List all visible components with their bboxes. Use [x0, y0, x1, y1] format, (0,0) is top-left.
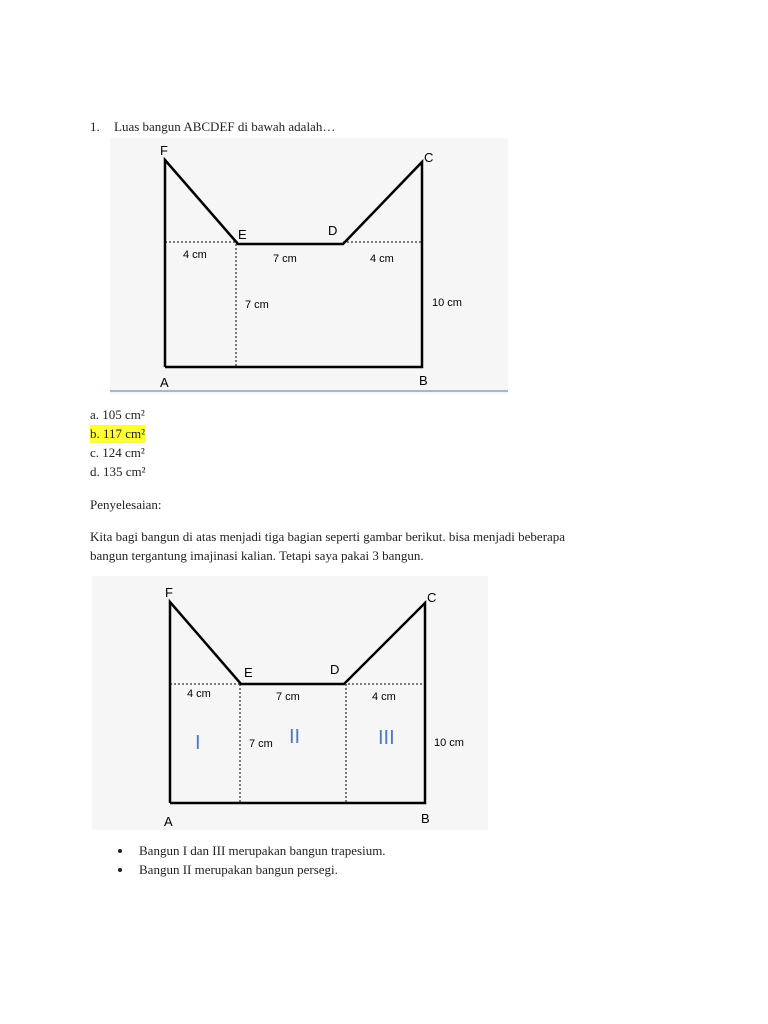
option-b: b. 117 cm²: [90, 426, 146, 441]
label-A: A: [160, 375, 169, 390]
dim-right-height: 10 cm: [432, 297, 462, 309]
option-d: d. 135 cm²: [90, 464, 146, 479]
figure-2: [92, 576, 488, 830]
solution-heading: Penyelesaian:: [90, 497, 162, 512]
region-label-two: II: [289, 726, 301, 748]
label-F-2: F: [165, 585, 173, 600]
question-text: Luas bangun ABCDEF di bawah adalah…: [114, 119, 336, 134]
option-a: a. 105 cm²: [90, 407, 145, 422]
label-D: D: [328, 223, 338, 238]
dim-middle-height-2: 7 cm: [249, 738, 273, 750]
label-B-2: B: [421, 811, 430, 826]
bullet-list: [114, 841, 674, 879]
region-label-one: I: [195, 732, 201, 754]
dim-left-top: 4 cm: [183, 249, 207, 261]
dim-middle-top: 7 cm: [273, 253, 297, 265]
dim-right-top-2: 4 cm: [372, 691, 396, 703]
figure-1: [110, 138, 508, 394]
list-item: Bangun II merupakan bangun persegi.: [114, 860, 674, 879]
list-item: Bangun I dan III merupakan bangun trapesium.: [114, 841, 674, 860]
solution-text-line2: bangun tergantung imajinasi kalian. Tetapi saya pakai 3 bangun.: [90, 548, 424, 563]
label-C-2: C: [427, 590, 437, 605]
label-A-2: A: [164, 814, 173, 829]
dim-middle-top-2: 7 cm: [276, 691, 300, 703]
label-E: E: [238, 227, 247, 242]
option-c: c. 124 cm²: [90, 445, 145, 460]
dim-right-top: 4 cm: [370, 253, 394, 265]
figure-2-diagram: [92, 576, 488, 830]
label-B: B: [419, 373, 428, 388]
figure-1-diagram: [110, 138, 508, 394]
dim-middle-height: 7 cm: [245, 299, 269, 311]
label-D-2: D: [330, 662, 340, 677]
label-C: C: [424, 150, 434, 165]
question-number: 1.: [90, 119, 100, 134]
solution-text-line1: Kita bagi bangun di atas menjadi tiga bagian seperti gambar berikut. bisa menjadi beberapa: [90, 529, 566, 544]
dim-right-height-2: 10 cm: [434, 737, 464, 749]
label-E-2: E: [244, 665, 253, 680]
region-label-three: III: [378, 727, 395, 749]
label-F: F: [160, 143, 168, 158]
dim-left-top-2: 4 cm: [187, 688, 211, 700]
